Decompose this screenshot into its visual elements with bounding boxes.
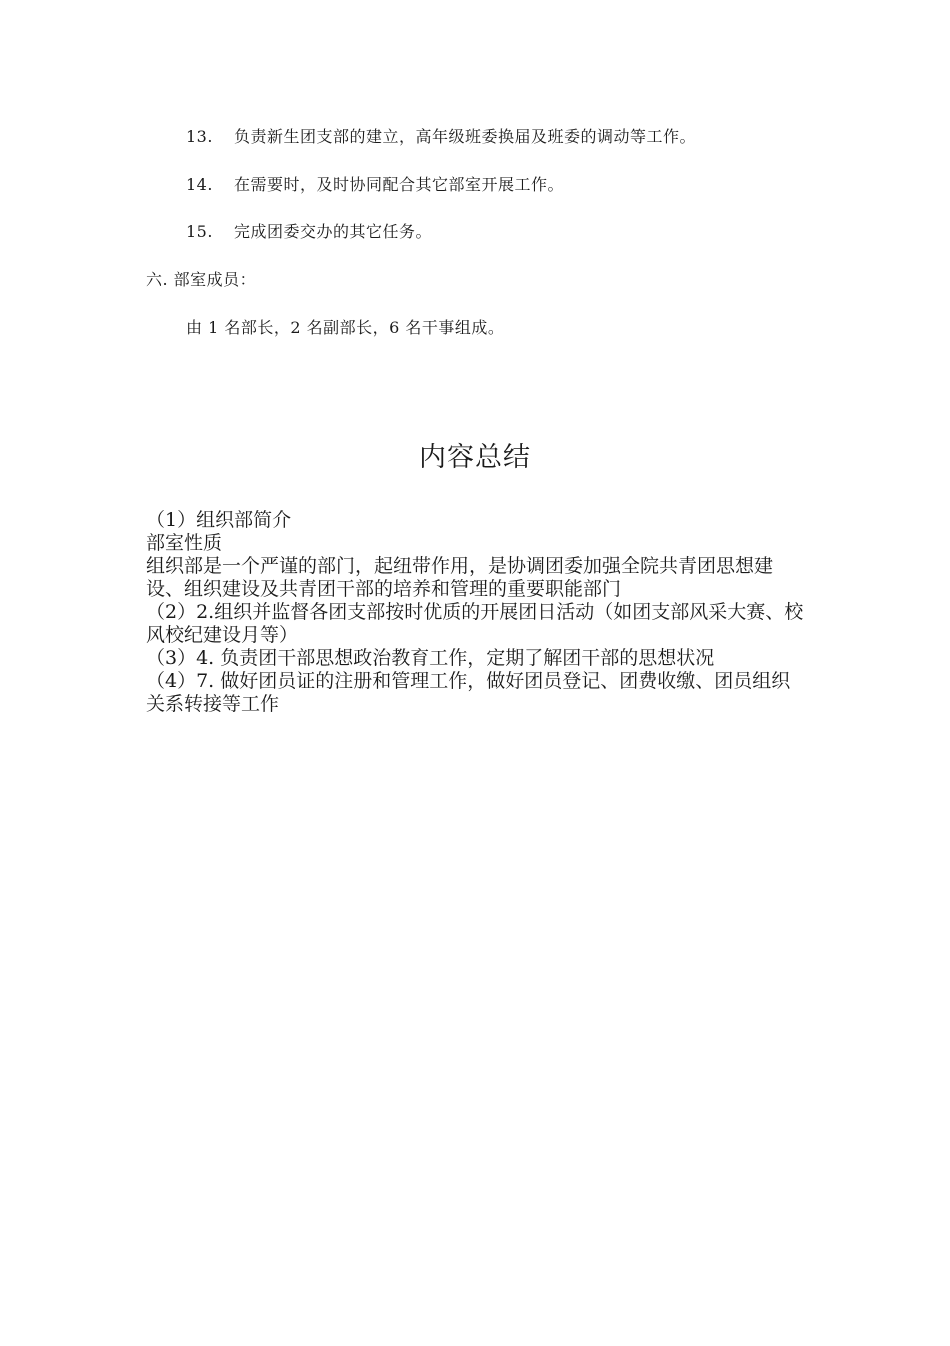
list-item-14 [186, 175, 564, 195]
summary-line: （4）7. 做好团员证的注册和管理工作，做好团员登记、团费收缴、团员组织关系转接等工作 [146, 670, 791, 715]
list-item-15 [186, 222, 432, 242]
list-item-number: 15. [186, 222, 213, 241]
summary-line: （2）2.组织并监督各团支部按时优质的开展团日活动（如团支部风采大赛、校风校纪建设月等） [146, 601, 804, 646]
summary-body [146, 509, 806, 716]
summary-line: 部室性质 [146, 532, 223, 554]
list-item-13 [186, 127, 696, 147]
list-item-number: 14. [186, 175, 213, 194]
list-item-text: 在需要时，及时协同配合其它部室开展工作。 [234, 175, 565, 194]
summary-line: 组织部是一个严谨的部门，起纽带作用，是协调团委加强全院共青团思想建设、组织建设及共青团干部的培养和管理的重要职能部门 [146, 555, 774, 600]
summary-line: （1）组织部简介 [146, 509, 292, 531]
section-heading-members: 六. 部室成员： [146, 270, 257, 289]
list-item-number: 13. [186, 127, 213, 146]
members-paragraph: 由 1 名部长，2 名副部长，6 名干事组成。 [186, 318, 505, 337]
summary-title: 内容总结 [419, 442, 531, 473]
list-item-text: 完成团委交办的其它任务。 [234, 222, 433, 241]
summary-line: （3）4. 负责团干部思想政治教育工作，定期了解团干部的思想状况 [146, 647, 715, 669]
list-item-text: 负责新生团支部的建立，高年级班委换届及班委的调动等工作。 [234, 127, 697, 146]
